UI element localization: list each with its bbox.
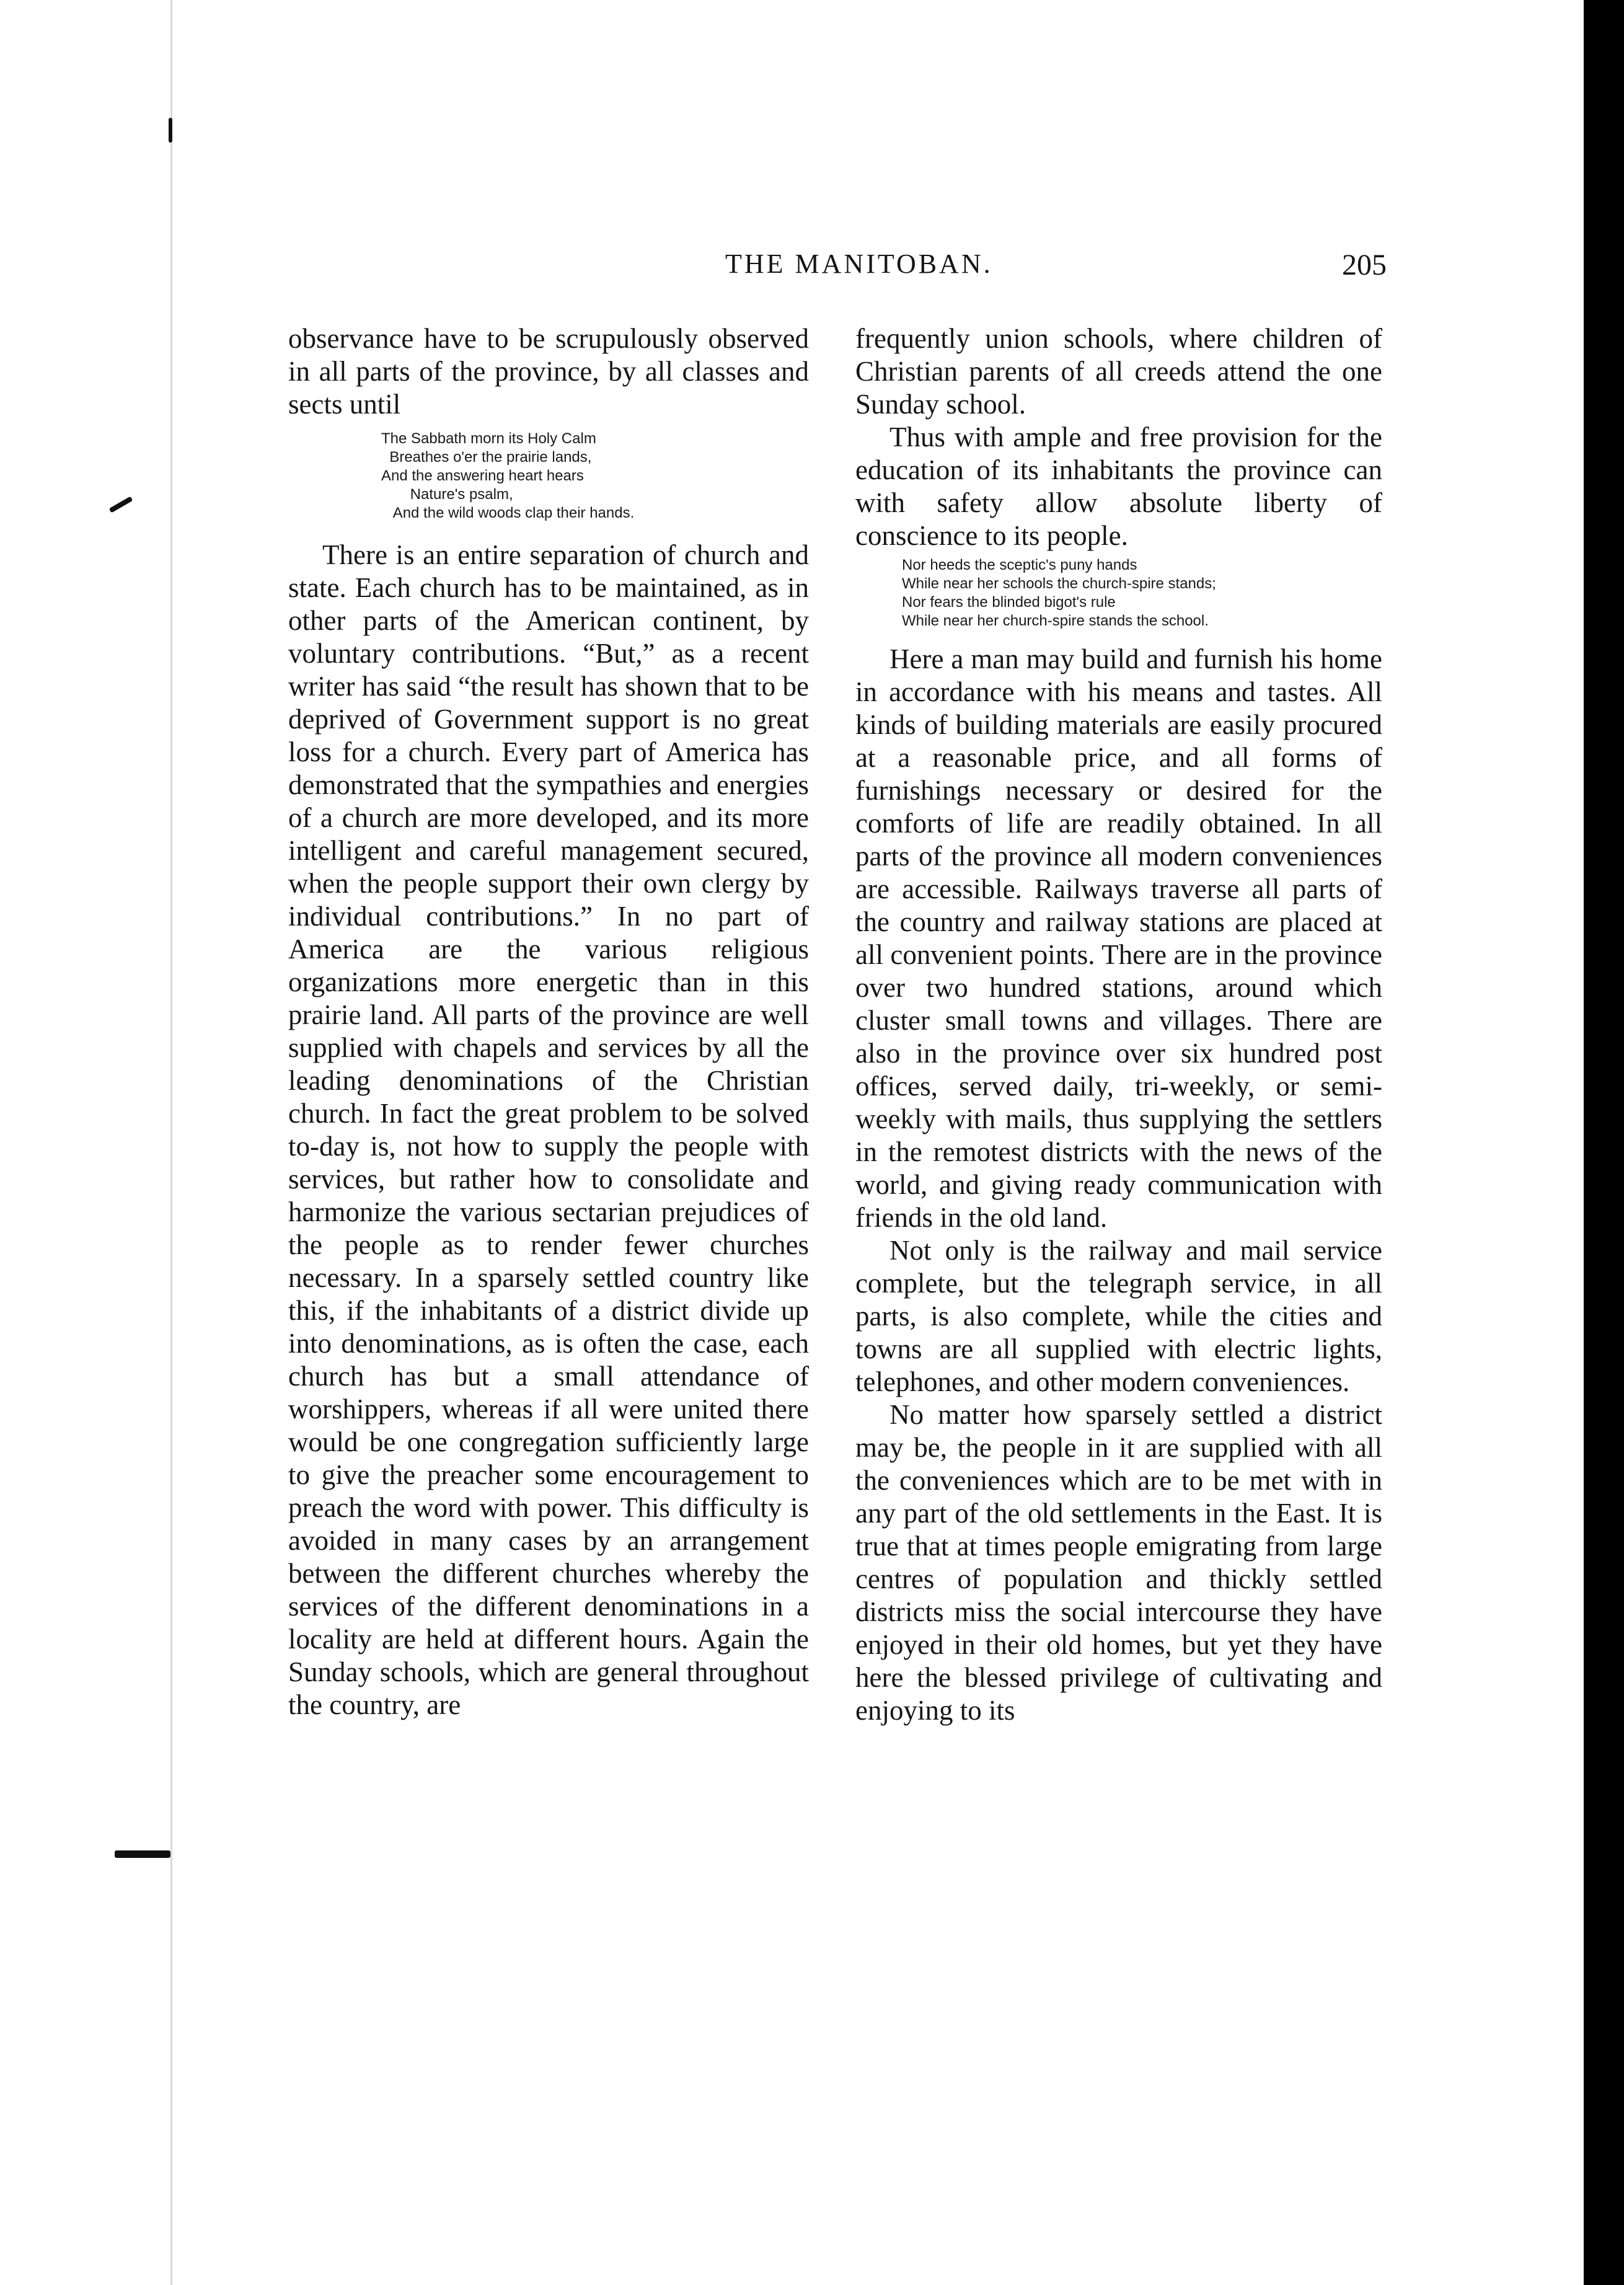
verse-block — [855, 556, 1382, 630]
verse-block — [288, 430, 809, 523]
right-column — [855, 322, 1382, 1727]
paragraph: Here a man may build and furnish his home in accordance with his means and tastes. All kinds of building materials are easily procured at a reasonable price, and all forms of furnishings necessary or desired for the comforts of life are readily obtained. In all parts of the province all modern conveniences are accessible. Railways traverse all parts of the country and railway stations are placed at all convenient points. There are in the province over two hundred stations, around which cluster small towns and villages. There are also in the province over six hundred post offices, served daily, tri-weekly, or semi-weekly with mails, thus supplying the settlers in the remotest districts with the news of the world, and giving ready communication with friends in the old land. — [855, 643, 1382, 1233]
verse-line: Nature's psalm, — [381, 486, 513, 503]
running-header: THE MANITOBAN. — [725, 249, 993, 279]
scan-mark — [109, 497, 133, 513]
verse-line: And the wild woods clap their hands. — [381, 505, 635, 521]
verse-line: Nor heeds the sceptic's puny hands — [902, 557, 1137, 573]
paragraph: There is an entire separation of church and state. Each church has to be maintained, as in other parts of the American continent, by voluntary contributions. “But,” as a recent writer has said “the result has shown that to be deprived of Government support is no great loss for a church. Every part of America has demonstrated that the sympathies and energies of a church are more developed, and its more intelligent and careful management secured, when the people support their own clergy by individual contributions.” In no part of America are the various religious organizations more energetic than in this prairie land. All parts of the province are well supplied with chapels and services by all the leading denominations of the Christian church. In fact the great problem to be solved to-day is, not how to supply the people with services, but rather how to consolidate and harmonize the various sectarian prejudices of the people as to render fewer churches necessary. In a sparsely settled country like this, if the inhabitants of a district divide up into denominations, as is often the case, each church has but a small attendance of worshippers, whereas if all were united there would be one congregation sufficiently large to give the preacher some encouragement to preach the word with power. This difficulty is avoided in many cases by an arrangement between the different churches whereby the services of the different denominations in a locality are held at different hours. Again the Sunday schools, which are general throughout the country, are — [288, 539, 809, 1720]
verse-line: While near her church-spire stands the school. — [902, 612, 1209, 629]
page-number: 205 — [1342, 249, 1387, 281]
left-column — [288, 322, 809, 1721]
verse-line: Nor fears the blinded bigot's rule — [902, 594, 1116, 611]
paragraph: observance have to be scrupulously observed in all parts of the province, by all classes and sects until — [288, 323, 809, 420]
paragraph: Not only is the railway and mail service complete, but the telegraph service, in all parts, is also complete, while the cities and towns are all supplied with electric lights, telephones, and other modern conveniences. — [855, 1235, 1382, 1397]
verse-line: The Sabbath morn its Holy Calm — [381, 430, 596, 447]
verse-line: And the answering heart hears — [381, 467, 584, 484]
page-edge-line — [170, 0, 172, 2285]
verse-line: While near her schools the church-spire stands; — [902, 575, 1216, 592]
paragraph: No matter how sparsely settled a district may be, the people in it are supplied with all the conveniences which are to be met with in any part of the old settlements in the East. It is true that at times people emigrating from large centres of population and thickly settled districts miss the social intercourse they have enjoyed in their old homes, but yet they have here the blessed privilege of cultivating and enjoying to its — [855, 1399, 1382, 1726]
paragraph: Thus with ample and free provision for the education of its inhabitants the province can with safety allow absolute liberty of conscience to its people. — [855, 422, 1382, 551]
paragraph: frequently union schools, where children of Christian parents of all creeds attend the one Sunday school. — [855, 323, 1382, 420]
scan-mark — [169, 118, 172, 143]
scan-mark — [115, 1850, 170, 1858]
verse-line: Breathes o'er the prairie lands, — [381, 449, 592, 466]
